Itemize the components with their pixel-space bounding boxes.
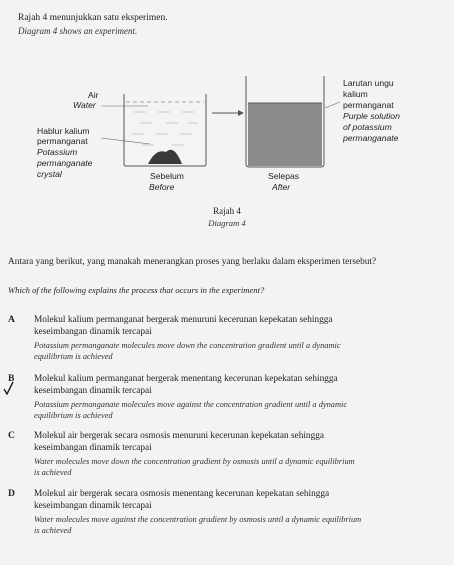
label-solution-en-2: of potassium — [343, 122, 392, 132]
label-crystal-ms-2: permanganat — [37, 136, 88, 146]
label-crystal-ms-1: Hablur kalium — [37, 126, 90, 136]
intro-text-en: Diagram 4 shows an experiment. — [18, 26, 138, 36]
label-after-ms: Selepas — [268, 171, 300, 181]
label-solution-ms-3: permanganat — [343, 100, 394, 110]
label-solution-en-1: Purple solution — [343, 111, 400, 121]
option-a[interactable] — [8, 314, 448, 370]
option-letter: B — [8, 373, 15, 384]
label-after-en: After — [272, 182, 291, 192]
option-text-ms: Molekul kalium permanganat bergerak menentang kecerunan kepekatan sehingga keseimbangan dinamik tercapai — [34, 374, 338, 396]
label-crystal-en-1: Potassium — [37, 147, 78, 157]
option-letter: D — [8, 488, 15, 499]
question-text-ms: Antara yang berikut, yang manakah menerangkan proses yang berlaku dalam eksperimen tersebut? — [8, 257, 377, 267]
option-letter: A — [8, 314, 15, 325]
beaker-after — [246, 76, 324, 167]
label-air: Air — [88, 90, 99, 100]
label-before-en: Before — [149, 182, 175, 192]
option-text-en: Water molecules move against the concentration gradient by osmosis until a dynamic equilibrium is achieved — [34, 515, 362, 535]
option-b[interactable] — [8, 373, 448, 429]
question-text-en: Which of the following explains the process that occurs in the experiment? — [8, 285, 265, 295]
option-d[interactable] — [8, 488, 448, 546]
label-solution-ms-1: Larutan ungu — [343, 78, 394, 88]
arrow-icon — [212, 110, 244, 116]
intro-text-ms: Rajah 4 menunjukkan satu eksperimen. — [18, 13, 168, 23]
label-before-ms: Sebelum — [150, 171, 184, 181]
option-c[interactable] — [8, 430, 448, 486]
option-text-en: Potassium permanganate molecules move down the concentration gradient until a dynamic equilibrium is achieved — [34, 341, 341, 361]
label-crystal-en-3: crystal — [37, 169, 62, 179]
option-text-ms: Molekul air bergerak secara osmosis menentang kecerunan kepekatan sehingga keseimbangan dinamik tercapai — [34, 489, 330, 511]
option-text-ms: Molekul kalium permanganat bergerak menuruni kecerunan kepekatan sehingga keseimbangan dinamik tercapai — [34, 315, 333, 337]
purple-solution-fill — [248, 103, 322, 166]
label-solution-en-3: permanganate — [343, 133, 399, 143]
option-text-ms: Molekul air bergerak secara osmosis menuruni kecerunan kepekatan sehingga keseimbangan dinamik tercapai — [34, 431, 324, 453]
option-text-en: Potassium permanganate molecules move against the concentration gradient until a dynamic equilibrium is achieved — [34, 400, 348, 420]
label-solution-ms-2: kalium — [343, 89, 368, 99]
label-water: Water — [73, 100, 96, 110]
option-letter: C — [8, 430, 15, 441]
label-crystal-en-2: permanganate — [37, 158, 93, 168]
option-text-en: Water molecules move down the concentration gradient by osmosis until a dynamic equilibrium is achieved — [34, 457, 355, 477]
beaker-before — [124, 94, 206, 166]
diagram-caption-ms: Rajah 4 — [213, 206, 241, 216]
diagram-caption-en: Diagram 4 — [208, 218, 246, 228]
